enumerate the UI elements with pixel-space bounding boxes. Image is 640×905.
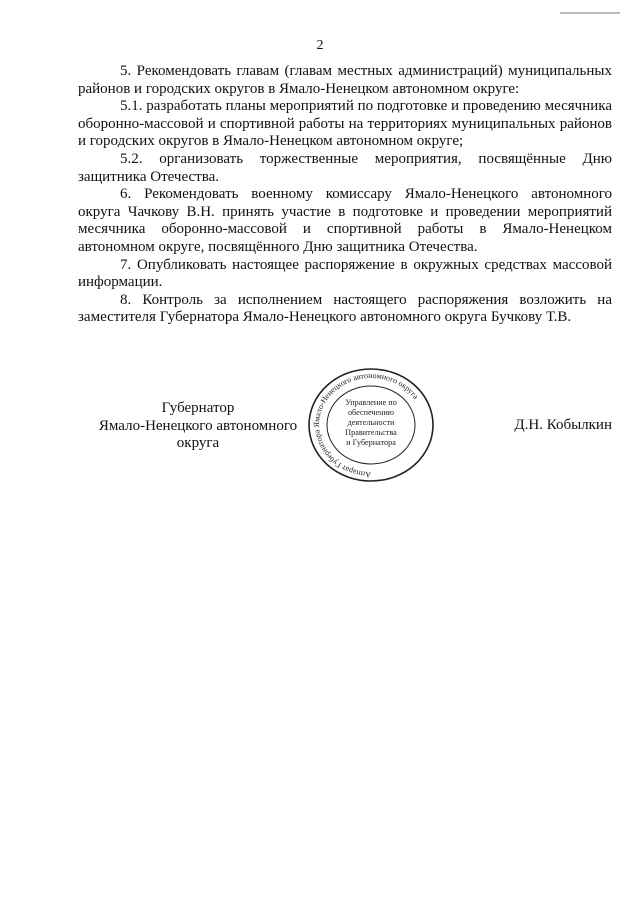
seal-center-line: Управление по bbox=[345, 398, 397, 407]
scan-mark bbox=[560, 12, 620, 14]
signatory-title-line2: Ямало-Ненецкого автономного округа bbox=[98, 417, 298, 452]
signatory-name: Д.Н. Кобылкин bbox=[514, 417, 612, 433]
seal-ring-text: Аппарат Губернатора Ямало-Ненецкого автономного округа bbox=[312, 370, 421, 480]
seal-center-line: обеспечению bbox=[347, 408, 395, 417]
document-body bbox=[78, 63, 612, 327]
signatory-title-line1: Губернатор bbox=[161, 400, 235, 416]
paragraph-8: 8. Контроль за исполнением настоящего распоряжения возложить на заместителя Губернатора Ямало-Ненецкого автономного округа Бучкову Т.В. bbox=[78, 291, 612, 326]
paragraph-5-2: 5.2. организовать торжественные мероприятия, посвящённые Дню защитника Отечества. bbox=[78, 150, 612, 185]
paragraph-5-1: 5.1. разработать планы мероприятий по подготовке и проведению месячника оборонно-массовой и спортивной работы на территориях муниципальных районов и городских округов в Ямало-Ненецком автономном округе; bbox=[78, 98, 612, 150]
paragraph-5: 5. Рекомендовать главам (главам местных администраций) муниципальных районов и городских округов в Ямало-Ненецком автономном округе: bbox=[78, 63, 612, 97]
official-seal bbox=[306, 364, 436, 482]
seal-center-line: деятельности bbox=[347, 418, 395, 427]
paragraph-7: 7. Опубликовать настоящее распоряжение в окружных средствах массовой информации. bbox=[78, 256, 612, 291]
page-number: 2 bbox=[316, 38, 324, 53]
paragraph-6: 6. Рекомендовать военному комиссару Ямало-Ненецкого автономного округа Чачкову В.Н. принять участие в подготовке и проведении мероприятий месячника оборонно-массовой и спортивной работы в Ямало-Ненецком автономном округе, посвящённого Дню защитника Отечества. bbox=[78, 186, 612, 255]
seal-center-line: и Губернатора bbox=[346, 438, 396, 447]
signatory-title bbox=[76, 400, 320, 453]
seal-center-line: Правительства bbox=[345, 428, 397, 437]
